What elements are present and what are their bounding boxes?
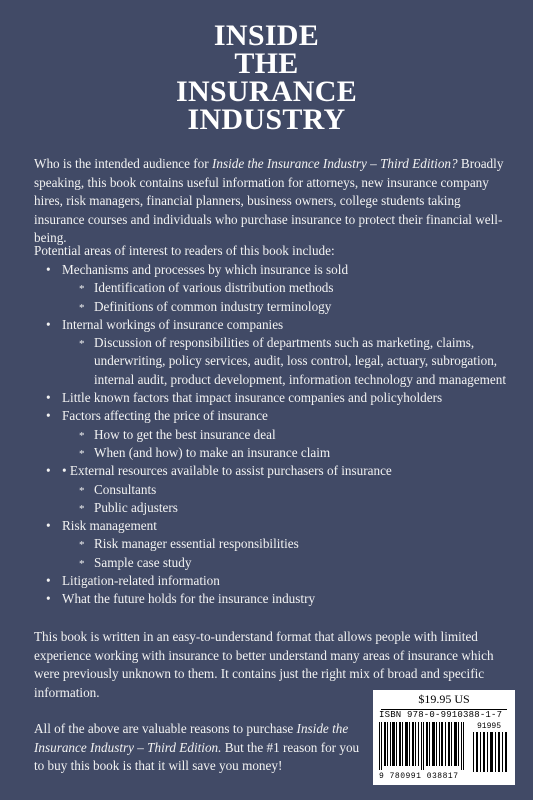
sub-list-item: * Consultants [78, 481, 506, 499]
format-paragraph: This book is written in an easy-to-understand format that allows people with limited experience working with insurance to better understand many areas of insurance which were previously unknown to them. It contains just the right mix of broad and specific information. [34, 629, 494, 700]
list-item: • Mechanisms and processes by which insurance is sold * Identification of various distribution methods * Definitions of common industry terminology [46, 261, 506, 316]
list-item: • Risk management * Risk manager essential responsibilities * Sample case study [46, 517, 506, 572]
intro-paragraph: Who is the intended audience for Inside the Insurance Industry – Third Edition? Broadly speaking, this book contains useful information for attorneys, new insurance company hires, risk managers, financial planners, business owners, college students taking insurance courses and individuals who purchase insurance to protect their financial well-being. [34, 156, 504, 245]
price-label: $19.95 US [381, 692, 507, 710]
interest-list [46, 261, 506, 609]
list-item: • Litigation-related information [46, 572, 506, 590]
sub-list-item: * Definitions of common industry terminology [78, 298, 506, 316]
list-item: • Little known factors that impact insurance companies and policyholders [46, 389, 506, 407]
sub-list-item: * Discussion of responsibilities of departments such as marketing, claims, underwriting, policy services, audit, loss control, legal, actuary, subrogation, internal audit, product development, information technology and management [78, 334, 506, 389]
barcode-number: 9 780991 038817 [379, 772, 459, 781]
sub-list-item: * How to get the best insurance deal [78, 426, 506, 444]
addon-number: 91995 [477, 722, 502, 731]
sub-list-item: * Sample case study [78, 554, 506, 572]
title-line-4: INDUSTRY [187, 103, 346, 136]
list-item: • Factors affecting the price of insurance * How to get the best insurance deal * When (and how) to make an insurance claim [46, 407, 506, 462]
closing-paragraph: All of the above are valuable reasons to purchase Inside the Insurance Industry – Third Edition. But the #1 reason for you to buy this book is that it will save you money! [34, 721, 360, 773]
addon-barcode-icon [473, 732, 509, 772]
interest-lead: Potential areas of interest to readers of this book include: [34, 243, 335, 258]
sub-list-item: * Identification of various distribution methods [78, 279, 506, 297]
barcode-icon [379, 722, 467, 770]
list-item: • Internal workings of insurance companies * Discussion of responsibilities of departments such as marketing, claims, underwriting, policy services, audit, loss control, legal, actuary, subrogation, internal audit, product development, information technology and management [46, 316, 506, 389]
sub-list-item: * When (and how) to make an insurance claim [78, 444, 506, 462]
isbn-label: ISBN 978-0-9910388-1-7 [379, 710, 503, 720]
sub-list-item: * Public adjusters [78, 499, 506, 517]
title-line-1: INSIDE [213, 19, 320, 52]
book-title [0, 19, 533, 136]
title-line-3: INSURANCE [175, 75, 358, 108]
list-item: • What the future holds for the insurance industry [46, 590, 506, 608]
list-item: • • External resources available to assist purchasers of insurance * Consultants * Public adjusters [46, 462, 506, 517]
barcode-box [373, 690, 515, 785]
title-line-2: THE [234, 47, 299, 80]
sub-list-item: * Risk manager essential responsibilities [78, 535, 506, 553]
